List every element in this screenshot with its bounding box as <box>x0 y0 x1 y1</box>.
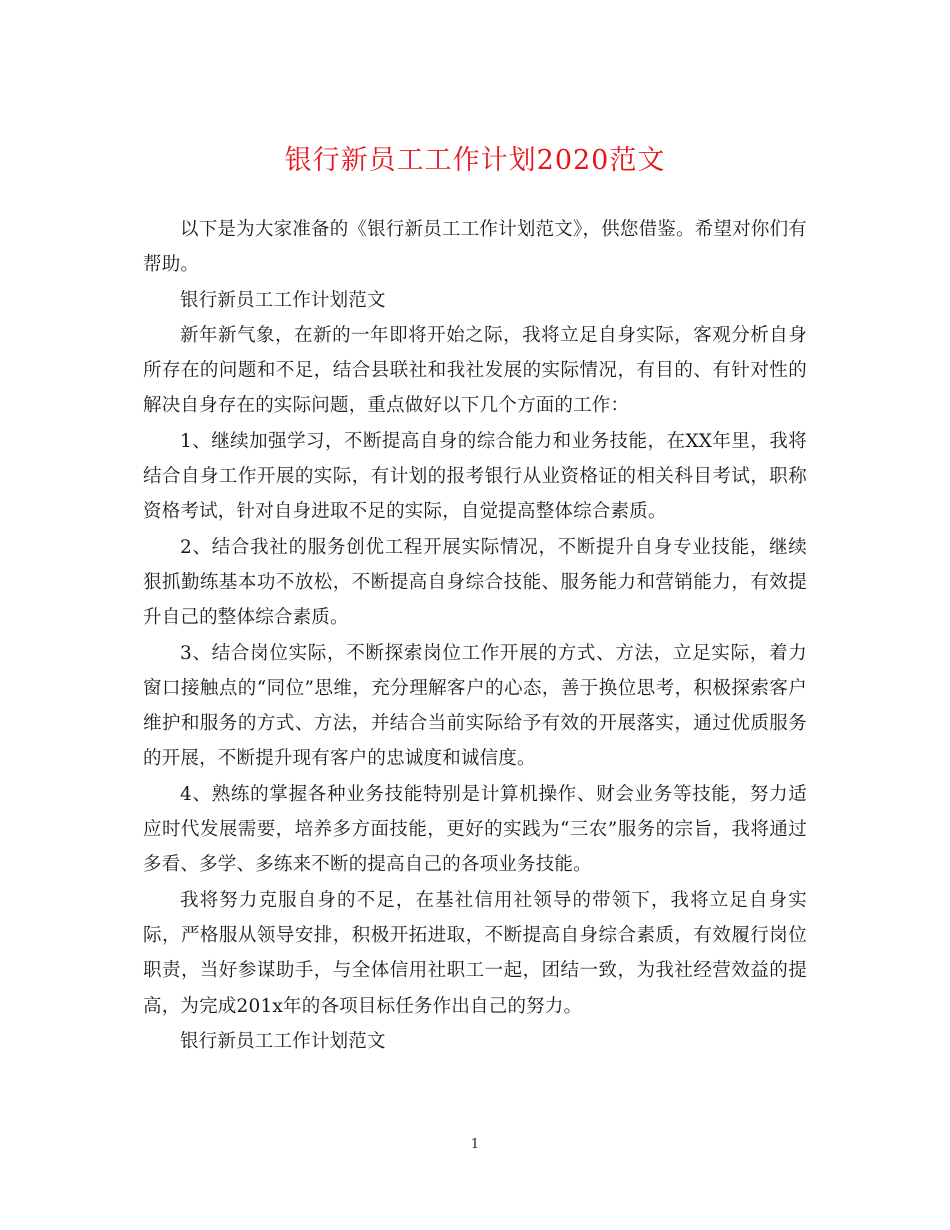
page-number: 1 <box>470 1137 480 1152</box>
intro-paragraph: 以下是为大家准备的《银行新员工工作计划范文》，供您借鉴。希望对你们有帮助。 <box>143 219 807 276</box>
document-title: 银行新员工工作计划2020范文 <box>284 145 666 176</box>
list-item-4: 4、熟练的掌握各种业务技能特别是计算机操作、财会业务等技能，努力适应时代发展需要，培养多方面技能，更好的实践为“三农”服务的宗旨，我将通过多看、多学、多练来不断的提高自己的各项业务技能。 <box>143 783 807 876</box>
list-item-3: 3、结合岗位实际，不断探索岗位工作开展的方式、方法，立足实际，着力窗口接触点的“同位”思维，充分理解客户的心态，善于换位思考，积极探索客户维护和服务的方式、方法，并结合当前实际给予有效的开展落实，通过优质服务的开展，不断提升现有客户的忠诚度和诚信度。 <box>143 642 807 770</box>
list-item-1: 1、继续加强学习，不断提高自身的综合能力和业务技能，在XX年里，我将结合自身工作开展的实际，有计划的报考银行从业资格证的相关科目考试，职称资格考试，针对自身进取不足的实际，自觉提高整体综合素质。 <box>143 430 807 523</box>
closing-paragraph: 我将努力克服自身的不足，在基社信用社领导的带领下，我将立足自身实际，严格服从领导安排，积极开拓进取，不断提高自身综合素质，有效履行岗位职责，当好参谋助手，与全体信用社职工一起，团结一致，为我社经营效益的提高，为完成201x年的各项目标任务作出自己的努力。 <box>143 889 807 1017</box>
section-heading: 银行新员工工作计划范文 <box>180 289 386 311</box>
section-heading-2: 银行新员工工作计划范文 <box>180 1030 386 1052</box>
document-body <box>143 212 807 1059</box>
list-item-2: 2、结合我社的服务创优工程开展实际情况，不断提升自身专业技能，继续狠抓勤练基本功不放松，不断提高自身综合技能、服务能力和营销能力，有效提升自己的整体综合素质。 <box>143 536 807 629</box>
body-paragraph: 新年新气象，在新的一年即将开始之际，我将立足自身实际，客观分析自身所存在的问题和不足，结合县联社和我社发展的实际情况，有目的、有针对性的解决自身存在的实际问题，重点做好以下几个方面的工作： <box>143 324 807 417</box>
